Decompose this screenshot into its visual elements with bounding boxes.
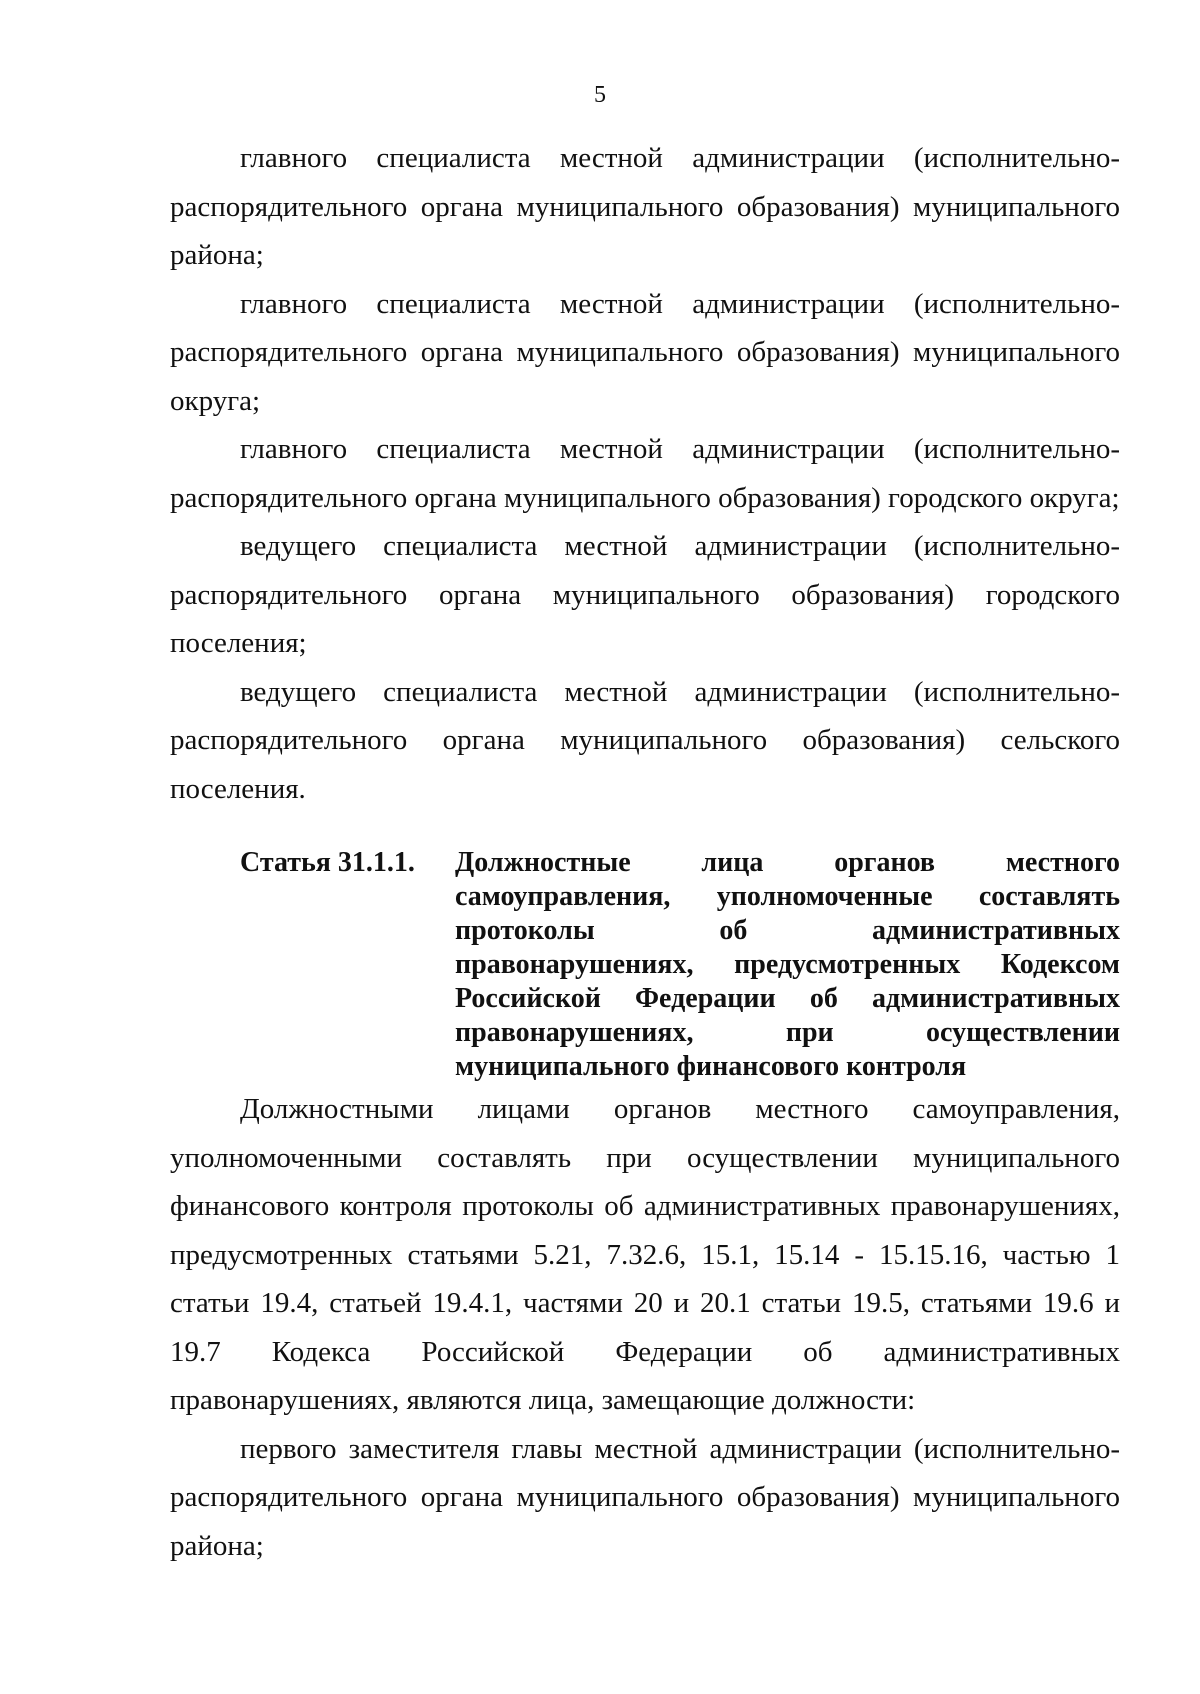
list-item: ведущего специалиста местной администрации (исполнительно-распорядительного органа муниципального образования) сельского поселения. [170,675,1120,805]
page-number: 5 [594,82,606,108]
article-title: Должностные лица органов местного самоуправления, уполномоченные составлять протоколы об административных правонарушениях, предусмотренных Кодексом Российской Федерации об административных правонарушениях, при осуществлении муниципального финансового контроля [455,847,1120,1082]
list-item: главного специалиста местной администрации (исполнительно-распорядительного органа муниципального образования) муниципального района; [170,142,1120,271]
list-item: первого заместителя главы местной администрации (исполнительно-распорядительного органа муниципального образования) муниципального района; [170,1432,1120,1562]
article-body [170,1085,1120,1570]
paragraph: Должностными лицами органов местного самоуправления, уполномоченными составлять при осуществлении муниципального финансового контроля протоколы об административных правонарушениях, предусмотренных статьями 5.21, 7.32.6, 15.1, 15.14 - 15.15.16, частью 1 статьи 19.4, статьей 19.4.1, частями 20 и 20.1 статьи 19.5, статьями 19.6 и 19.7 Кодекса Российской Федерации об административных правонарушениях, являются лица, замещающие должности: [170,1093,1120,1416]
article-number: Статья 31.1.1. [240,847,415,878]
list-item: ведущего специалиста местной администрации (исполнительно-распорядительного органа муниципального образования) городского поселения; [170,530,1120,659]
list-item: главного специалиста местной администрации (исполнительно-распорядительного органа муниципального образования) городского округа; [170,433,1120,514]
list-item: главного специалиста местной администрации (исполнительно-распорядительного органа муниципального образования) муниципального округа; [170,287,1120,417]
position-list [170,134,1120,813]
